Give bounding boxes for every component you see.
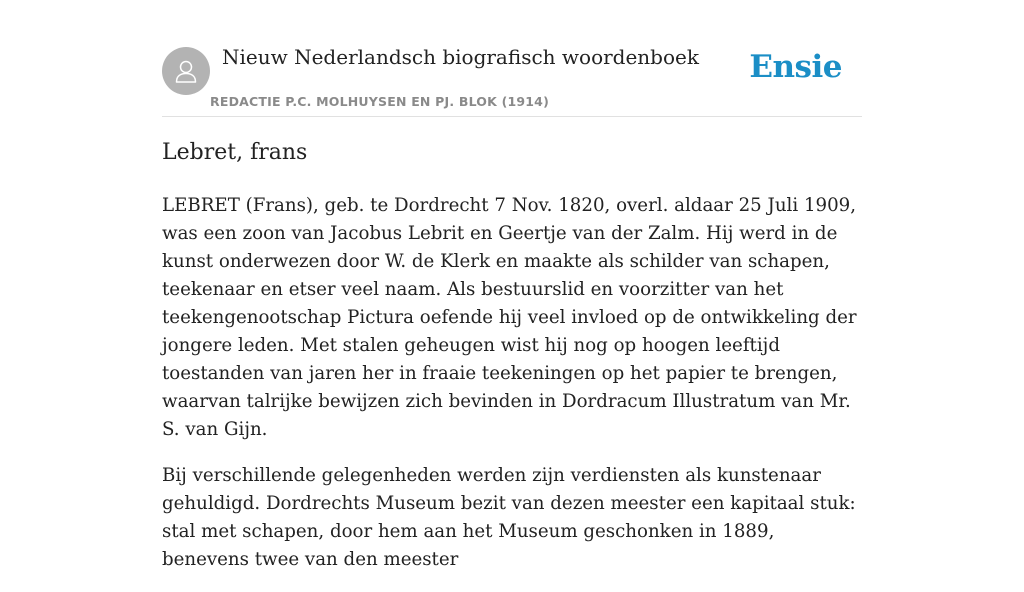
entry-title: Lebret, frans xyxy=(162,140,308,165)
entry-paragraph: Bij verschillende gelegenheden werden zijn verdiensten als kunstenaar gehuldigd. Dordrechts Museum bezit van dezen meester een kapitaal stuk: stal met schapen, door hem aan het Museum geschonken in 1889, benevens twee van den meester xyxy=(162,465,856,570)
book-editors: REDACTIE P.C. MOLHUYSEN EN PJ. BLOK (1914) xyxy=(210,94,549,109)
user-icon[interactable] xyxy=(162,47,210,95)
book-title[interactable]: Nieuw Nederlandsch biografisch woordenboek xyxy=(222,45,699,69)
user-icon-glyph xyxy=(172,57,200,85)
ensie-logo[interactable]: Ensie xyxy=(749,49,842,85)
entry-body xyxy=(162,192,862,592)
source-header xyxy=(162,0,862,117)
article-container xyxy=(162,0,862,570)
entry-paragraph: LEBRET (Frans), geb. te Dordrecht 7 Nov. 1820, overl. aldaar 25 Juli 1909, was een zoon van Jacobus Lebrit en Geertje van der Zalm. Hij werd in de kunst onderwezen door W. de Klerk en maakte als schilder van schapen, teekenaar en etser veel naam. Als bestuurslid en voorzitter van het teekengenootschap Pictura oefende hij veel invloed op de ontwikkeling der jongere leden. Met stalen geheugen wist hij nog op hoogen leeftijd toestanden van jaren her in fraaie teekeningen op het papier te brengen, waarvan talrijke bewijzen zich bevinden in Dordracum Illustratum van Mr. S. van Gijn. xyxy=(162,195,857,440)
